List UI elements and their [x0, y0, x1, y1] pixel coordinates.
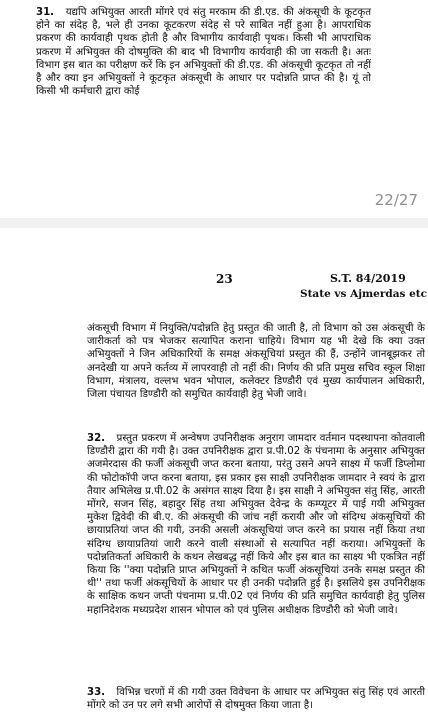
document-page-bottom: [0, 228, 428, 720]
paragraph-31-number: 31.: [36, 7, 55, 18]
case-title: State vs Ajmerdas etc: [300, 288, 427, 300]
paragraph-33: [87, 686, 425, 716]
paragraph-32: [87, 432, 425, 680]
paragraph-31-text: यद्यपि अभियुक्त आरती मोंगरे एवं संतु मरकाम की डी.एड. की अंकसूची के कूटकृत होने का संदेह है, भले ही उनका कूटकरण संदेह से परे साबित नहीं हुआ है। आपराधिक प्रकरण की कार्यवाही पृथक होती है और विभागीय कार्यवाही पृथक। किसी भी आपराधिक प्रकरण में अभियुक्त की दोषमुक्ति की बाद भी विभागीय कार्यवाही की जा सकती है। अतः विभाग इस बात का परीक्षण करें कि इन अभियुक्तों की डी.एड. की अंकसूची कूटकृत तो नहीं है और क्या इन अभियुक्तों ने कूटकृत अंकसूची के आधार पर पदोन्नति प्राप्त की है। यूं तो किसी भी कर्मचारी द्वारा कोई: [36, 7, 371, 98]
page-gap: [0, 218, 428, 228]
paragraph-32-number: 32.: [87, 433, 106, 444]
paragraph-33-text: विभिन्न चरणों में की गयी उक्त विवेचना के आधार पर अभियुक्त संतु सिंह एवं आरती मोंगरे को उन पर लगे सभी आरोपों से दोषमुक्त किया जाता है।: [87, 687, 425, 712]
case-number: S.T. 84/2019: [330, 272, 406, 285]
paragraph-33-number: 33.: [87, 687, 106, 698]
paragraph-32-text: प्रस्तुत प्रकरण में अन्वेषण उपनिरीक्षक अनुराग जामदार वर्तमान पदस्थापना कोतवाली डिण्डौरी द्वारा की गयी है। उक्त उपनिरीक्षक द्वारा प्र.पी.02 के पंचनामा के अनुसार अभियुक्त अजमेरदास की फर्जी अंकसूची जप्त करना बताया, परंतु उसने अपने साक्ष्य में फर्जी डिप्लोमा की फोटोकॉपी जप्त करना बताया, इस प्रकार इस साक्षी उपनिरीक्षक जामदार ने स्वयं के द्वारा तैयार अभिलेख प्र.पी.02 के असंगत साक्ष्य दिया है। इस साक्षी ने अभियुक्त संतु सिंह, आरती मोंगरे, सजन सिंह, बहादुर सिंह तथा अभियुक्त देवेन्द्र के कम्प्यूटर में पाई गयी अभियुक्त मुकेश द्विवेदी की बी.ए. की अंकसूची की जांच नहीं करायी और जो संदिग्ध अंकसूचियों की छायाप्रतियां जप्त की गयी, उनकी असली अंकसूचियां जप्त करने का प्रयास नहीं किया तथा संदिग्ध छायाप्रतियां जारी करने वाली संस्थाओं से सत्यापित नहीं कराया। अभियुक्तों के पदोन्नतिकर्ता अधिकारी के कथन लेखबद्ध नहीं किये और इस बात का साक्ष्य भी एकत्रित नहीं किया कि ''क्या पदोन्नति प्राप्त अभियुक्तों ने कथित फर्जी अंकसूचियां उनके समक्ष प्रस्तुत की थी'' तथा फर्जी अंकसूचियों के आधार पर ही उनकी पदोन्नति हुई है। इसलिये इस उपनिरीक्षक के साक्षिक कथन जप्ती पंचनामा प्र.पी.02 एवं निर्णय की प्रति समुचित कार्यवाही हेतु पुलिस महानिदेशक मध्यप्रदेश शासन भोपाल को एवं पुलिस अधीक्षक डिण्डौरी को भेजी जावे।: [87, 433, 425, 616]
document-page-top: [0, 0, 428, 218]
paragraph-31: [36, 6, 371, 122]
page-number: 23: [216, 272, 233, 286]
paragraph-continuation-text: अंकसूची विभाग में नियुक्ति/पदोन्नति हेतु प्रस्तुत की जाती है, तो विभाग को उस अंकसूची के जारीकर्ता को पत्र भेजकर सत्यापित कराना चाहिये। विभाग यह भी देखे कि क्या उक्त अभियुक्तों ने जिन अधिकारियों के समक्ष अंकसूचियां प्रस्तुत की हैं, उन्होंने जानबूझकर तो अनदेखी या अपने कर्तव्य में लापरवाही तो नहीं की। निर्णय की प्रति प्रमुख सचिव स्कूल शिक्षा विभाग, मंत्रालय, वल्लभ भवन भोपाल, कलेक्टर डिण्डौरी एवं मुख्य कार्यपालन अधिकारी, जिला पंचायत डिण्डौरी को समुचित कार्यवाही हेतु भेजी जावे।: [87, 323, 425, 401]
page-counter: 22/27: [374, 191, 418, 209]
